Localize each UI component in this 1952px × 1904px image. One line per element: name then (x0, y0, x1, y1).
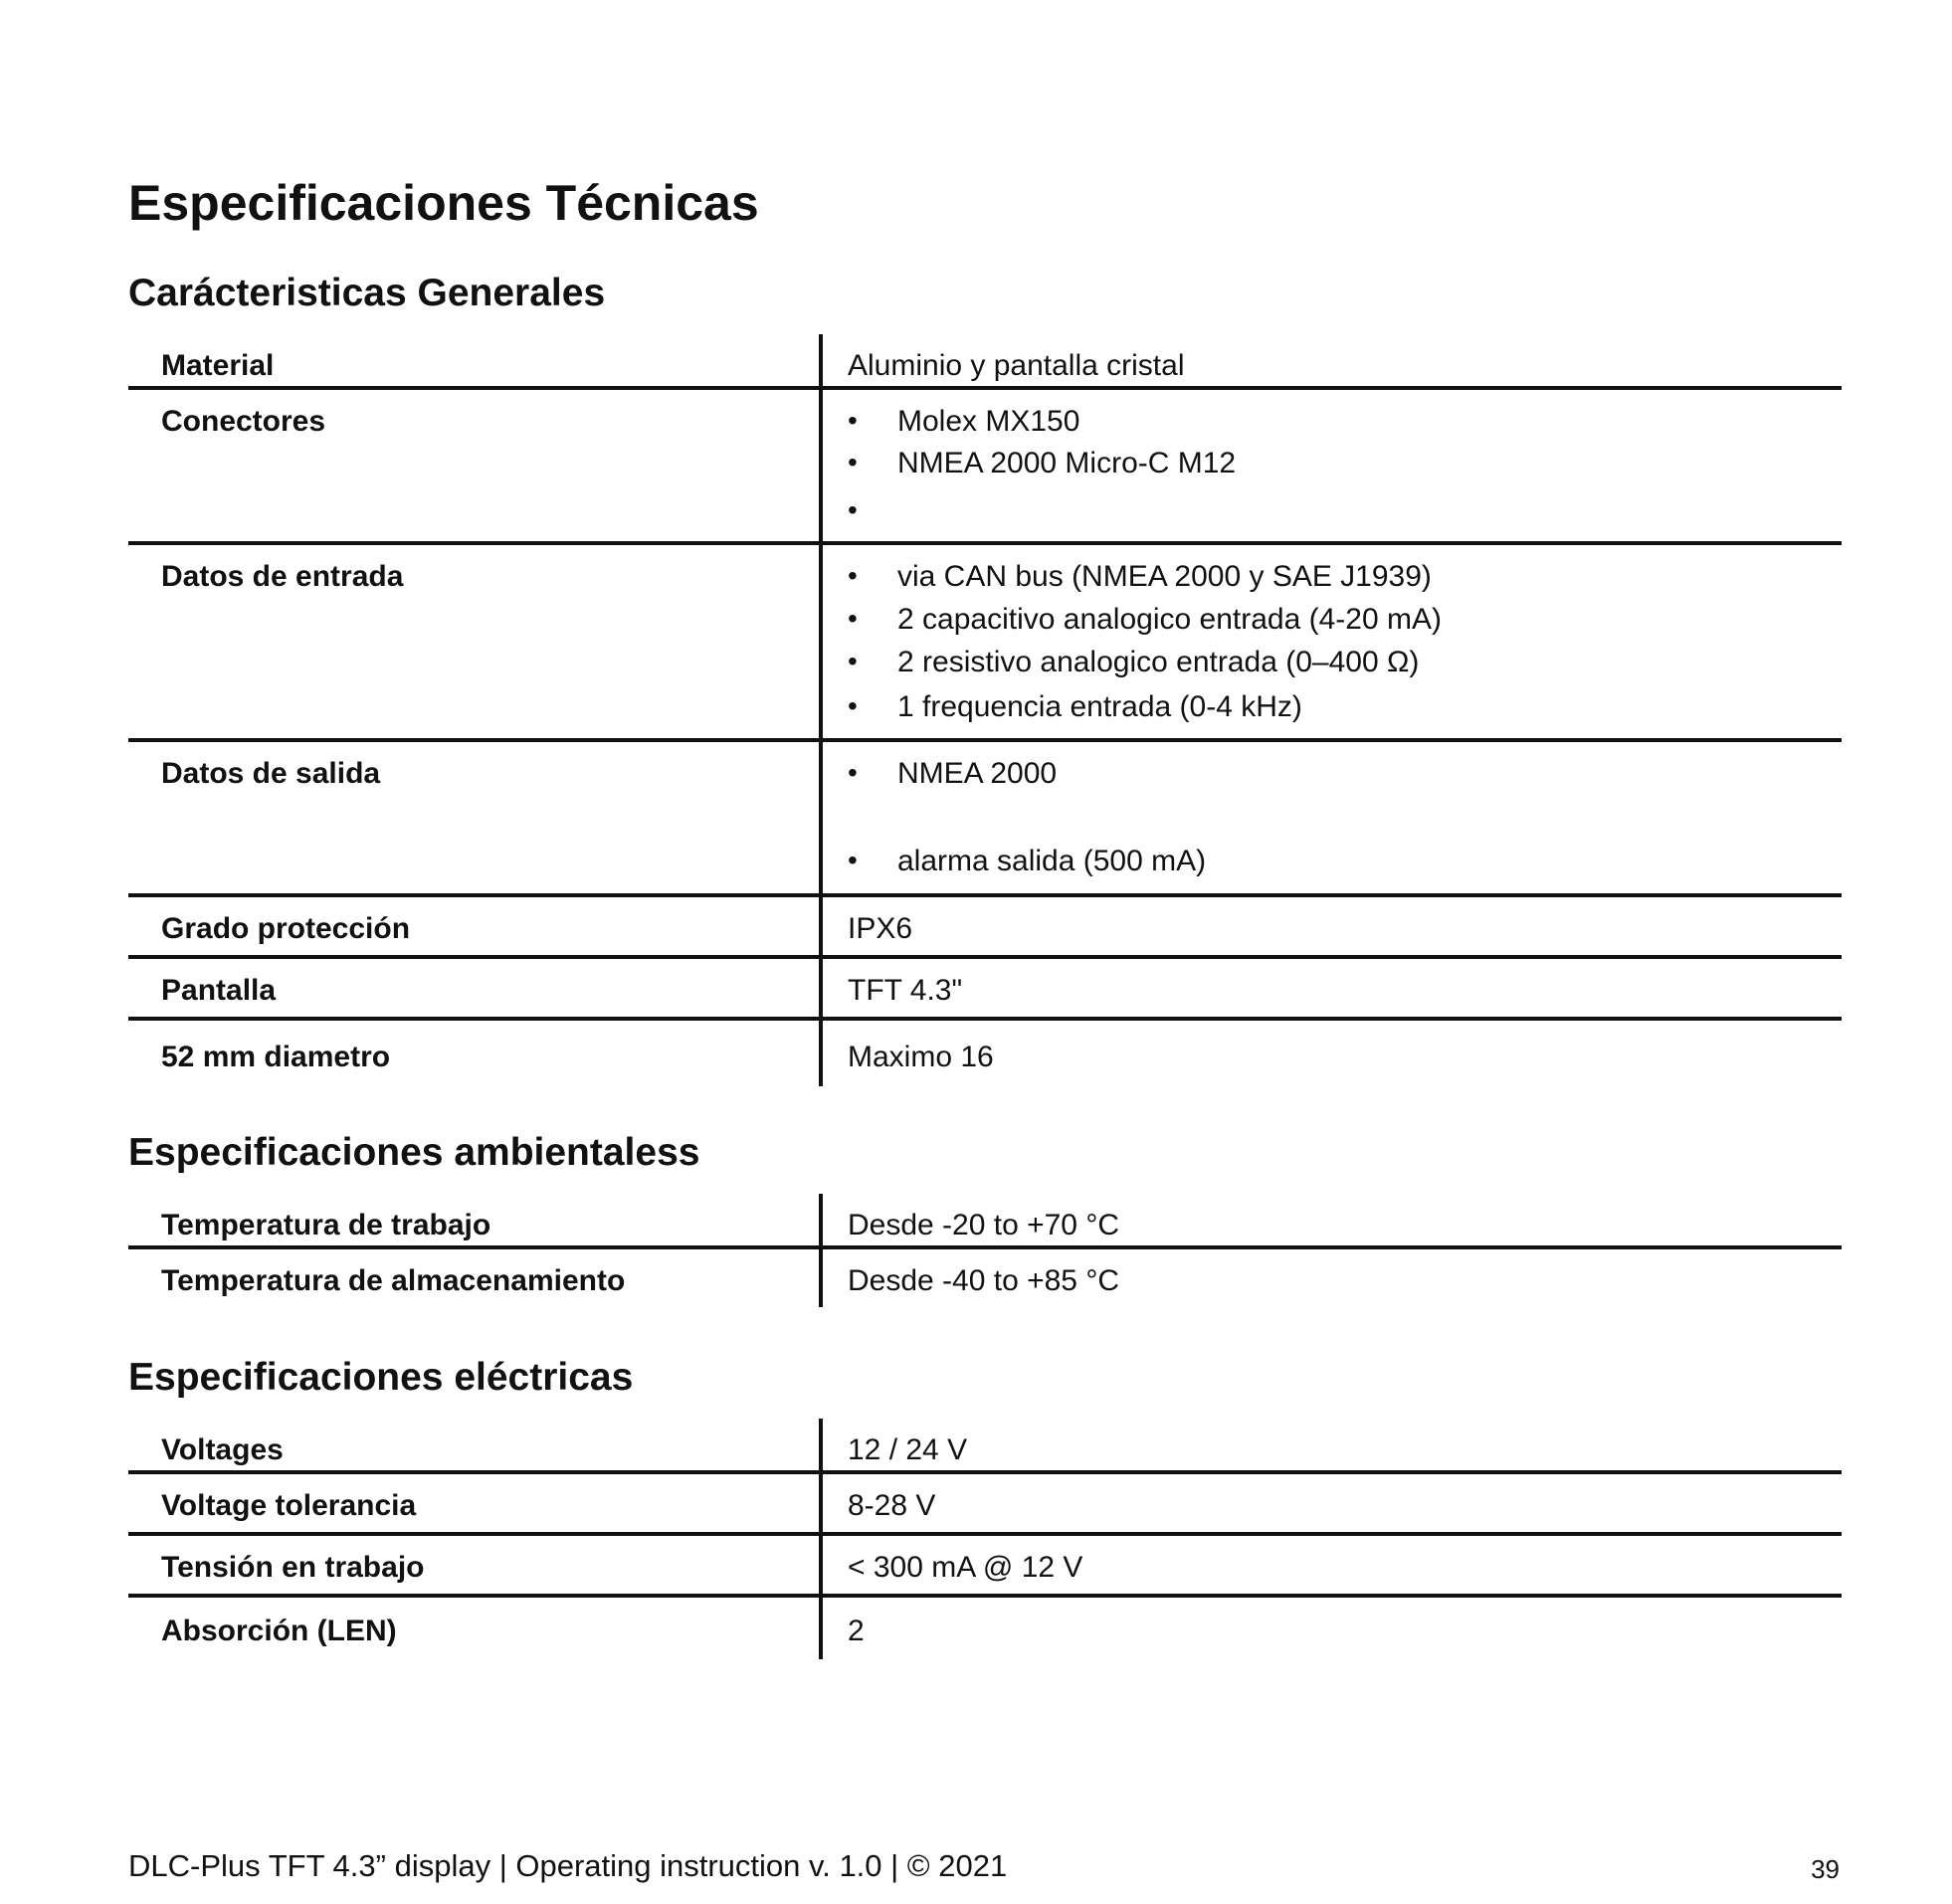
spec-label: Voltage tolerancia (161, 1489, 417, 1522)
table-row (128, 1419, 1842, 1474)
spec-label: Temperatura de almacenamiento (161, 1264, 626, 1297)
spec-label: Datos de salida (161, 757, 381, 790)
section-heading-general: Carácteristicas Generales (128, 272, 606, 314)
spec-label: Absorción (LEN) (161, 1615, 397, 1647)
table-row (128, 390, 1842, 545)
list-item: • via CAN bus (NMEA 2000 y SAE J1939) (848, 560, 1432, 594)
table-row (128, 897, 1842, 959)
table-row (128, 1536, 1842, 1598)
list-item: • NMEA 2000 Micro-C M12 (848, 447, 1236, 480)
table-row (128, 1194, 1842, 1249)
spec-label: Conectores (161, 405, 326, 438)
spec-value: Desde -40 to +85 °C (848, 1264, 1119, 1297)
spec-value: Aluminio y pantalla cristal (848, 349, 1185, 382)
spec-label: 52 mm diametro (161, 1041, 391, 1073)
table-row (128, 1249, 1842, 1307)
list-item: • Molex MX150 (848, 405, 1079, 439)
page-title: Especificaciones Técnicas (128, 175, 759, 231)
page-number: 39 (1811, 1854, 1840, 1884)
spec-label: Temperatura de trabajo (161, 1209, 491, 1241)
list-item: • 2 capacitivo analogico entrada (4-20 mA) (848, 603, 1442, 637)
spec-label: Material (161, 349, 275, 382)
footer-text: DLC-Plus TFT 4.3” display | Operating instruction v. 1.0 | © 2021 (128, 1848, 1008, 1883)
list-item: • alarma salida (500 mA) (848, 845, 1206, 878)
spec-label: Voltages (161, 1433, 284, 1466)
table-row (128, 545, 1842, 742)
table-row (128, 742, 1842, 897)
spec-label: Pantalla (161, 974, 277, 1007)
spec-label: Tensión en trabajo (161, 1551, 425, 1584)
spec-value: 2 (848, 1615, 865, 1647)
table-row (128, 334, 1842, 390)
spec-label: Grado protección (161, 912, 411, 945)
general-specs-table (128, 334, 1842, 1086)
spec-value: < 300 mA @ 12 V (848, 1551, 1083, 1584)
spec-value: IPX6 (848, 912, 913, 945)
table-row (128, 1021, 1842, 1086)
section-heading-environmental: Especificaciones ambientaless (128, 1131, 700, 1174)
spec-value: 8-28 V (848, 1489, 936, 1522)
electrical-specs-table (128, 1419, 1842, 1659)
table-row (128, 1598, 1842, 1659)
spec-value: Maximo 16 (848, 1041, 994, 1073)
table-row (128, 959, 1842, 1021)
spec-value: 12 / 24 V (848, 1433, 968, 1466)
spec-label: Datos de entrada (161, 560, 404, 593)
environmental-specs-table (128, 1194, 1842, 1307)
section-heading-electrical: Especificaciones eléctricas (128, 1356, 634, 1399)
list-item: • 1 frequencia entrada (0-4 kHz) (848, 690, 1302, 724)
list-item (848, 494, 897, 528)
spec-value: TFT 4.3" (848, 974, 963, 1007)
table-row (128, 1474, 1842, 1536)
list-item: • NMEA 2000 (848, 757, 1057, 791)
list-item: • 2 resistivo analogico entrada (0–400 Ω) (848, 646, 1419, 679)
spec-value: Desde -20 to +70 °C (848, 1209, 1119, 1241)
